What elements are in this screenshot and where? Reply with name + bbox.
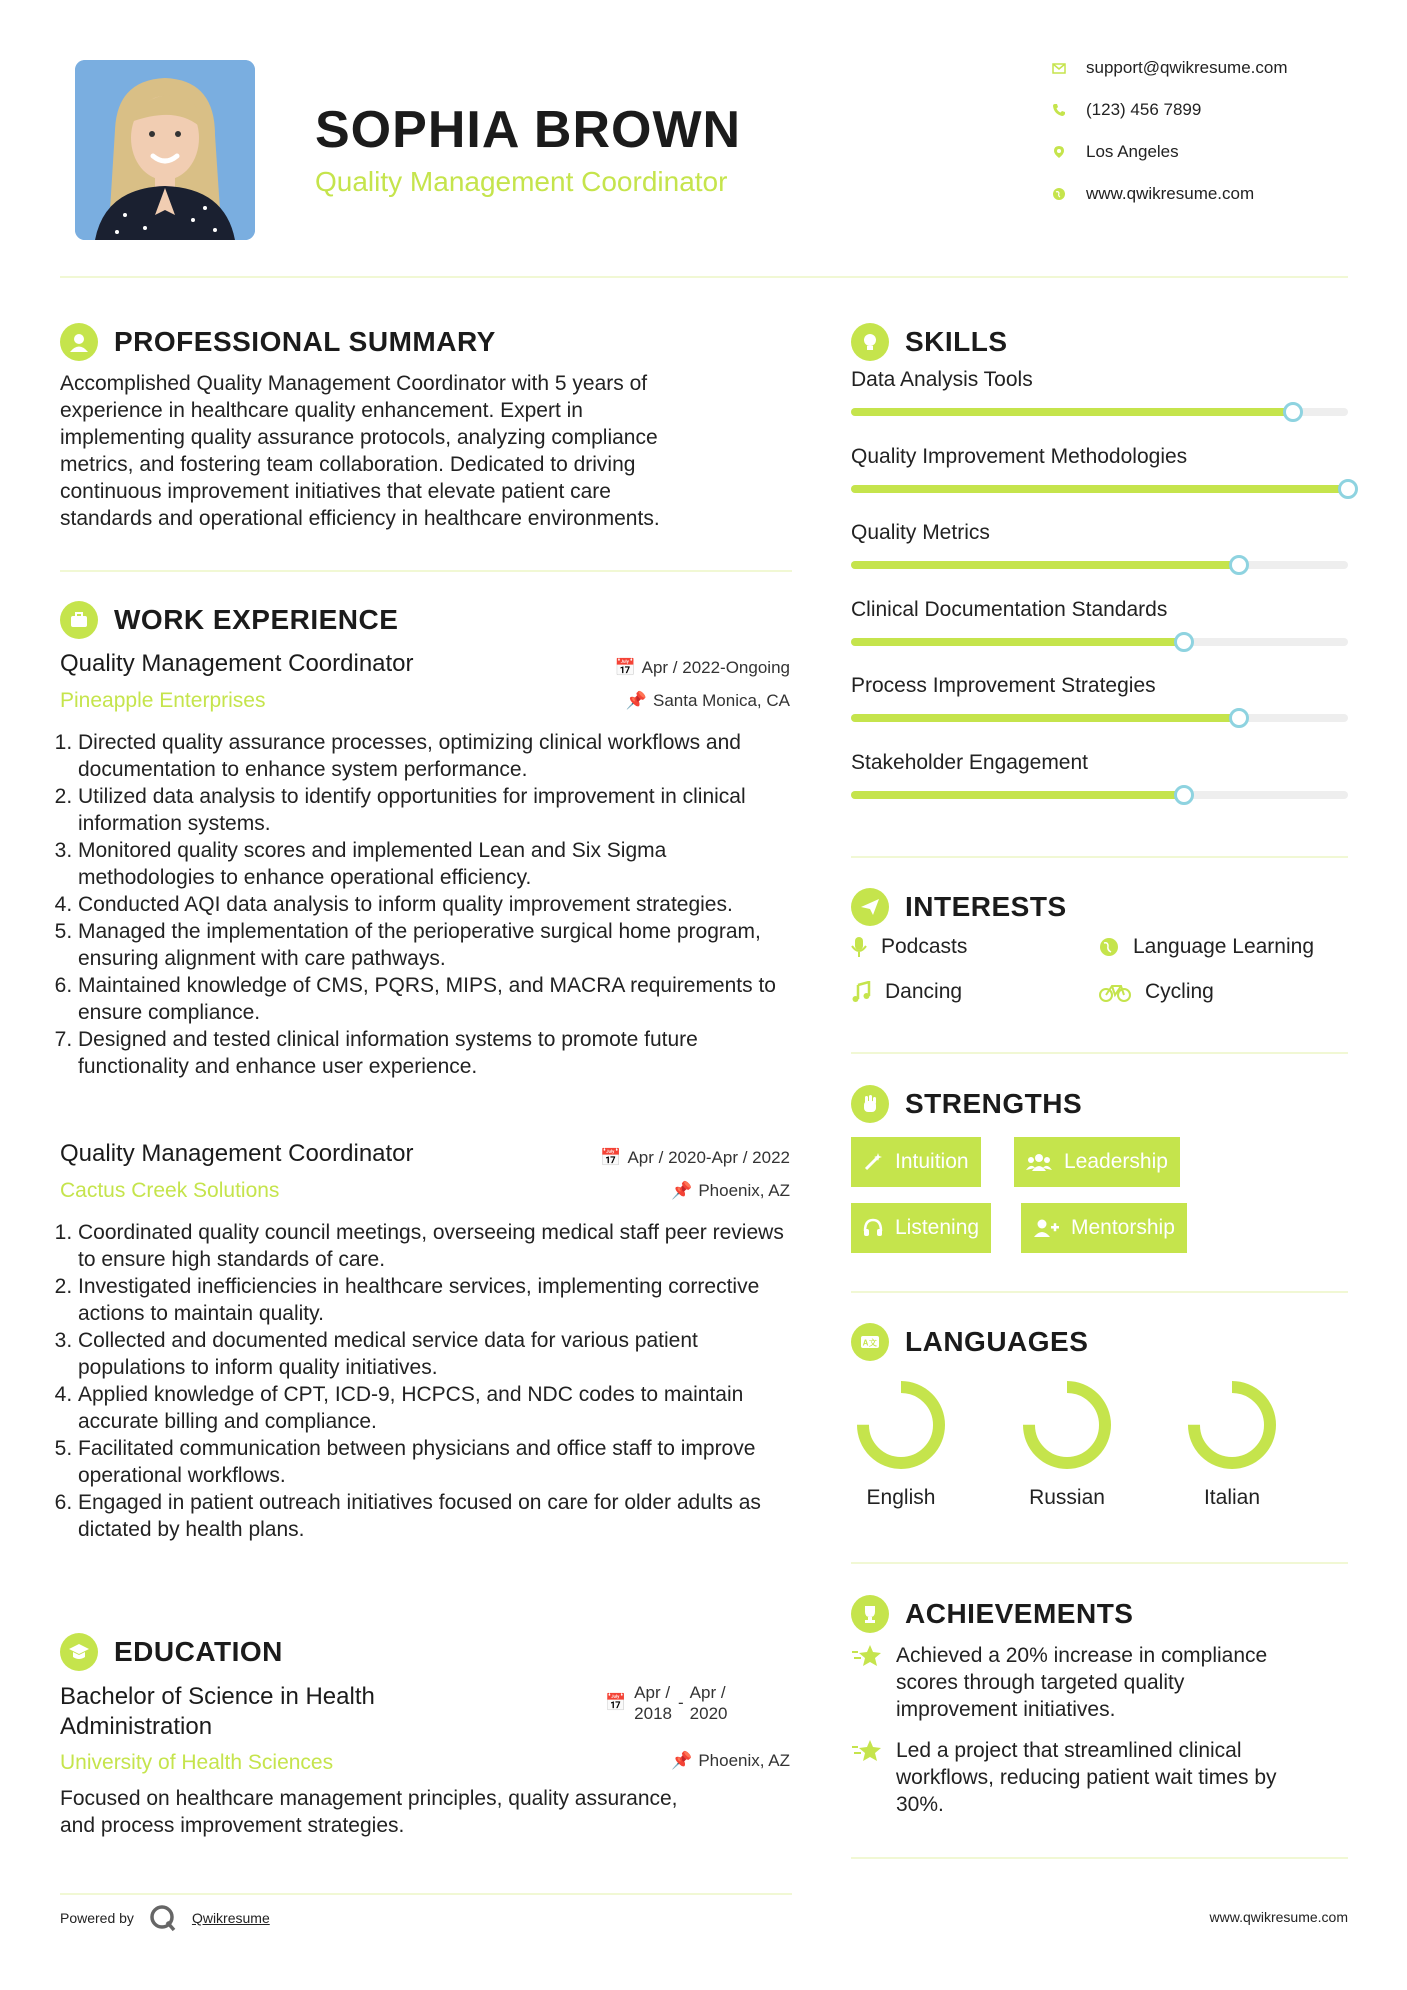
language-name: Italian — [1203, 1486, 1261, 1509]
paper-plane-icon — [851, 888, 889, 926]
list-item: 1. Coordinated quality council meetings, overseeing medical staff peer reviews to ensure high standards of care. — [78, 1219, 800, 1273]
strength-mentorship: Mentorship — [1021, 1203, 1187, 1253]
achievements-divider — [851, 1857, 1348, 1859]
skill-level-knob — [1229, 555, 1249, 575]
achievements-heading: ACHIEVEMENTS — [851, 1595, 1133, 1633]
bicycle-icon — [1099, 982, 1131, 1002]
list-item: 3. Monitored quality scores and implemented Lean and Six Sigma methodologies to enhance operational efficiency. — [78, 837, 800, 891]
music-note-icon — [851, 981, 871, 1003]
contact-location — [1052, 142, 1179, 162]
contact-website[interactable] — [1052, 184, 1254, 204]
language-level-arc — [1194, 1387, 1270, 1463]
skill-row — [851, 674, 1348, 722]
candidate-title: Quality Management Coordinator — [315, 166, 728, 197]
magic-wand-icon — [863, 1152, 883, 1172]
language-name: Russian — [1029, 1486, 1105, 1509]
skill-track — [851, 485, 1348, 493]
summary-text: Accomplished Quality Management Coordinator with 5 years of experience in healthcare quality enhancement. Expert in implementing quality assurance protocols, analyzing compliance metrics, and fostering team collaboration. Dedicated to driving continuous improvement initiatives that elevate patient care standards and operational efficiency in healthcare environments. — [60, 372, 660, 530]
skill-row — [851, 368, 1348, 416]
user-plus-icon — [1033, 1218, 1059, 1238]
globe-icon — [1052, 187, 1066, 201]
list-item: 7. Designed and tested clinical information systems to promote future functionality and enhance user experience. — [78, 1026, 800, 1080]
pushpin-icon: 📌 — [625, 691, 647, 710]
skills-heading: SKILLS — [851, 323, 1008, 361]
languages-list — [851, 1375, 1348, 1525]
skill-name: Data Analysis Tools — [851, 368, 1033, 391]
calendar-icon: 📅 — [600, 1148, 622, 1167]
powered-by: Powered by Qwikresume — [60, 1903, 270, 1933]
skill-track — [851, 638, 1348, 646]
star-icon — [851, 1739, 883, 1763]
trophy-icon — [851, 1595, 889, 1633]
skill-fill — [851, 561, 1239, 569]
pushpin-icon: 📌 — [671, 1181, 693, 1200]
contact-email[interactable] — [1052, 58, 1288, 78]
job-1-date: 📅 Apr / 2022-Ongoing — [614, 658, 790, 677]
language-name: English — [866, 1486, 936, 1509]
skill-fill — [851, 485, 1348, 493]
skill-row — [851, 598, 1348, 646]
pushpin-icon: 📌 — [671, 1751, 693, 1770]
svg-text:A文: A文 — [862, 1338, 878, 1348]
language-level-arc — [863, 1387, 939, 1463]
contact-phone-text: (123) 456 7899 — [1086, 100, 1202, 119]
education-date: 📅 Apr / 2018 - Apr / 2020 — [605, 1683, 728, 1723]
strength-leadership: Leadership — [1014, 1137, 1180, 1187]
hand-icon — [851, 1085, 889, 1123]
interests-heading: INTERESTS — [851, 888, 1067, 926]
work-heading: WORK EXPERIENCE — [60, 601, 398, 639]
header-divider — [60, 276, 1348, 278]
skill-level-knob — [1283, 402, 1303, 422]
list-item: 4. Applied knowledge of CPT, ICD-9, HCPCS, and NDC codes to maintain accurate billing and compliance. — [78, 1381, 800, 1435]
education-heading: EDUCATION — [60, 1633, 283, 1671]
language-level-arc — [1029, 1387, 1105, 1463]
phone-icon — [1052, 103, 1066, 117]
lightbulb-icon — [851, 323, 889, 361]
qwikresume-link[interactable]: Qwikresume — [191, 1910, 270, 1926]
skill-level-knob — [1338, 479, 1358, 499]
interest-dancing: Dancing — [851, 980, 962, 1004]
skill-fill — [851, 791, 1184, 799]
language-item — [1182, 1375, 1302, 1510]
summary-divider — [60, 570, 792, 572]
skill-level-knob — [1174, 785, 1194, 805]
languages-heading: A文 LANGUAGES — [851, 1323, 1088, 1361]
job-2-date: 📅 Apr / 2020-Apr / 2022 — [600, 1148, 790, 1167]
briefcase-icon — [60, 601, 98, 639]
list-item: 5. Facilitated communication between physicians and office staff to improve operational workflows. — [78, 1435, 800, 1489]
skill-name: Process Improvement Strategies — [851, 674, 1156, 697]
qwikresume-logo-icon — [148, 1903, 178, 1933]
language-ring — [1182, 1375, 1302, 1485]
strength-intuition: Intuition — [851, 1137, 981, 1187]
calendar-icon: 📅 — [605, 1693, 627, 1712]
contact-website-text: www.qwikresume.com — [1086, 184, 1255, 203]
skill-name: Stakeholder Engagement — [851, 750, 1088, 774]
map-pin-icon — [1052, 145, 1066, 159]
headphones-icon — [863, 1218, 883, 1238]
job-1-location: 📌 Santa Monica, CA — [625, 691, 790, 710]
user-icon — [60, 323, 98, 361]
strength-listening: Listening — [851, 1203, 991, 1253]
job-2-location: 📌 Phoenix, AZ — [671, 1181, 790, 1200]
footer-website[interactable]: www.qwikresume.com — [1209, 1909, 1348, 1925]
job-2-role: Quality Management Coordinator — [60, 1140, 414, 1167]
graduation-cap-icon — [60, 1633, 98, 1671]
language-item — [1017, 1375, 1137, 1510]
skill-level-knob — [1229, 708, 1249, 728]
skill-row — [851, 521, 1348, 569]
education-school: University of Health Sciences — [60, 1751, 334, 1774]
skill-track — [851, 408, 1348, 416]
strengths-heading: STRENGTHS — [851, 1085, 1082, 1123]
job-2-responsibilities — [60, 1219, 800, 1543]
skill-name: Quality Improvement Methodologies — [851, 444, 1188, 468]
education-degree: Bachelor of Science in Health Administration — [60, 1683, 375, 1740]
skill-fill — [851, 408, 1293, 416]
list-item: 1. Directed quality assurance processes, optimizing clinical workflows and documentation to enhance system performance. — [78, 729, 800, 783]
skill-fill — [851, 638, 1184, 646]
footer-divider — [60, 1893, 792, 1895]
language-item — [851, 1375, 971, 1510]
skill-track — [851, 714, 1348, 722]
skill-track — [851, 561, 1348, 569]
star-icon — [851, 1644, 883, 1668]
interest-cycling: Cycling — [1099, 980, 1214, 1004]
microphone-icon — [851, 936, 867, 958]
skill-name: Clinical Documentation Standards — [851, 597, 1168, 621]
contact-location-text: Los Angeles — [1086, 142, 1179, 161]
globe-icon — [1099, 937, 1119, 957]
users-icon — [1026, 1152, 1052, 1172]
skills-divider — [851, 856, 1348, 858]
list-item: 5. Managed the implementation of the perioperative surgical home program, ensuring alignment with care pathways. — [78, 918, 800, 972]
calendar-icon: 📅 — [614, 658, 636, 677]
skill-track — [851, 791, 1348, 799]
job-1-role: Quality Management Coordinator — [60, 650, 414, 677]
achievement-1: Achieved a 20% increase in compliance scores through targeted quality improvement initiatives. — [851, 1642, 1348, 1723]
job-1-company: Pineapple Enterprises — [60, 689, 266, 712]
education-description: Focused on healthcare management principles, quality assurance, and process improvement strategies. — [60, 1787, 678, 1837]
education-location: 📌 Phoenix, AZ — [671, 1751, 790, 1770]
list-item: 4. Conducted AQI data analysis to inform quality improvement strategies. — [78, 891, 800, 918]
skill-fill — [851, 714, 1239, 722]
list-item: 2. Investigated inefficiencies in healthcare services, implementing corrective actions to maintain quality. — [78, 1273, 800, 1327]
list-item: 6. Engaged in patient outreach initiatives focused on care for older adults as dictated by health plans. — [78, 1489, 800, 1543]
summary-heading: PROFESSIONAL SUMMARY — [60, 323, 496, 361]
language-ring — [851, 1375, 971, 1485]
language-ring — [1017, 1375, 1137, 1485]
job-1-responsibilities — [60, 729, 800, 1080]
interest-podcasts: Podcasts — [851, 935, 967, 959]
job-2-company: Cactus Creek Solutions — [60, 1179, 280, 1202]
skill-level-knob — [1174, 632, 1194, 652]
strengths-divider — [851, 1291, 1348, 1293]
contact-phone[interactable] — [1052, 100, 1201, 120]
skill-row — [851, 751, 1348, 799]
candidate-name: SOPHIA BROWN — [315, 101, 742, 159]
interests-divider — [851, 1052, 1348, 1054]
achievement-2: Led a project that streamlined clinical workflows, reducing patient wait times by 30%. — [851, 1737, 1348, 1818]
skill-row — [851, 445, 1348, 493]
envelope-icon — [1052, 61, 1066, 75]
avatar — [75, 60, 255, 240]
contact-email-text: support@qwikresume.com — [1086, 58, 1288, 77]
list-item: 2. Utilized data analysis to identify opportunities for improvement in clinical information systems. — [78, 783, 800, 837]
skill-name: Quality Metrics — [851, 521, 990, 544]
list-item: 6. Maintained knowledge of CMS, PQRS, MIPS, and MACRA requirements to ensure compliance. — [78, 972, 800, 1026]
list-item: 3. Collected and documented medical service data for various patient populations to inform quality initiatives. — [78, 1327, 800, 1381]
language-icon — [851, 1323, 889, 1361]
languages-divider — [851, 1562, 1348, 1564]
profile-photo — [75, 60, 255, 240]
interest-language-learning: Language Learning — [1099, 935, 1314, 959]
